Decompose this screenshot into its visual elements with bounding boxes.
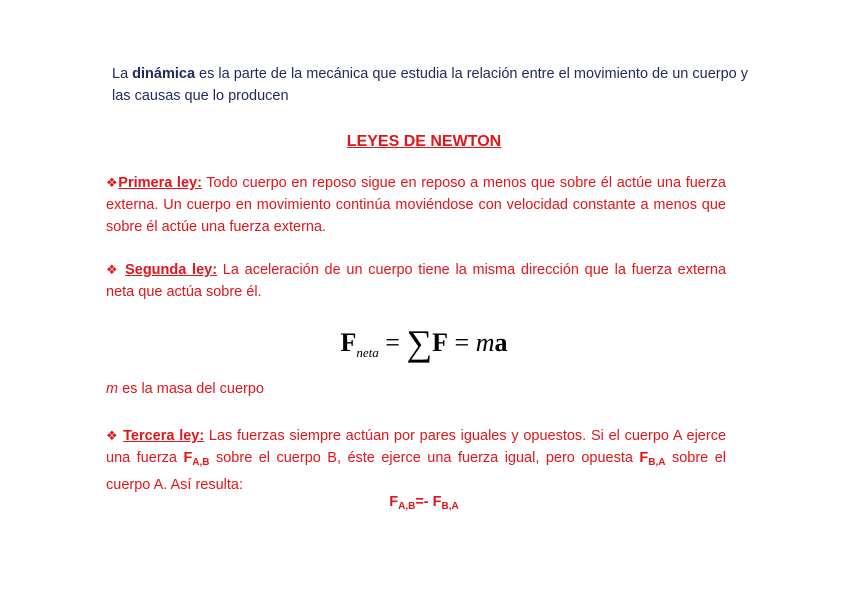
intro-paragraph: [112, 63, 748, 107]
first-law-label: Primera ley:: [118, 175, 202, 191]
eq-F2: F: [432, 494, 442, 510]
formula-F: F: [340, 328, 357, 357]
section-title: LEYES DE NEWTON: [346, 133, 502, 150]
third-law-text-2: sobre el cuerpo B, éste ejerce una fuerza igual, pero opuesta: [209, 450, 640, 466]
eq-sub1: A,B: [398, 501, 416, 512]
third-law-paragraph: [106, 425, 726, 496]
formula-sub-neta: neta: [356, 345, 379, 360]
diamond-bullet-icon: ❖: [106, 175, 119, 190]
third-law-text-1: Las fuerzas siempre actúan por pares iguales y opuestos. Si el cuerpo A ejerce una fuerza: [106, 428, 727, 466]
formula-m: m: [475, 328, 495, 357]
first-law-paragraph: [106, 172, 726, 238]
third-law-label: Tercera ley:: [123, 428, 205, 444]
third-law-F2: F: [639, 450, 649, 466]
third-law-sub2: B,A: [648, 457, 666, 468]
formula-equals-2: =: [448, 328, 476, 357]
first-law-text: Todo cuerpo en reposo sigue en reposo a menos que sobre él actúe una fuerza externa. Un cuerpo en movimiento continúa moviéndose con velocidad constante a menos que sobre él actúe una fuerza externa.: [106, 175, 726, 235]
third-law-text-3: sobre el cuerpo A. Así resulta:: [106, 450, 726, 493]
eq-sub2: B,A: [441, 501, 459, 512]
third-law-equation: [0, 494, 848, 512]
diamond-bullet-icon: ❖: [106, 262, 120, 277]
sum-symbol-icon: ∑: [406, 323, 433, 363]
formula-equals-1: =: [378, 328, 407, 357]
second-law-label: Segunda ley:: [125, 262, 218, 278]
second-law-text: La aceleración de un cuerpo tiene la misma dirección que la fuerza externa neta que actúa sobre él.: [106, 262, 727, 300]
diamond-bullet-icon: ❖: [106, 428, 119, 443]
formula-F2: F: [432, 328, 449, 357]
newton-second-law-formula: [0, 322, 848, 364]
mass-text: es la masa del cuerpo: [118, 381, 264, 397]
intro-rest: es la parte de la mecánica que estudia la relación entre el movimiento de un cuerpo y las causas que lo producen: [112, 66, 748, 104]
second-law-paragraph: [106, 259, 726, 303]
formula-a: a: [494, 328, 508, 357]
mass-var: m: [106, 381, 119, 397]
third-law-sub1: A,B: [192, 457, 210, 468]
eq-F1: F: [389, 494, 399, 510]
intro-bold-word: dinámica: [132, 66, 196, 82]
third-law-F1: F: [183, 450, 193, 466]
intro-prefix: La: [112, 66, 133, 82]
eq-mid: =-: [415, 494, 433, 510]
mass-note: [106, 381, 264, 397]
